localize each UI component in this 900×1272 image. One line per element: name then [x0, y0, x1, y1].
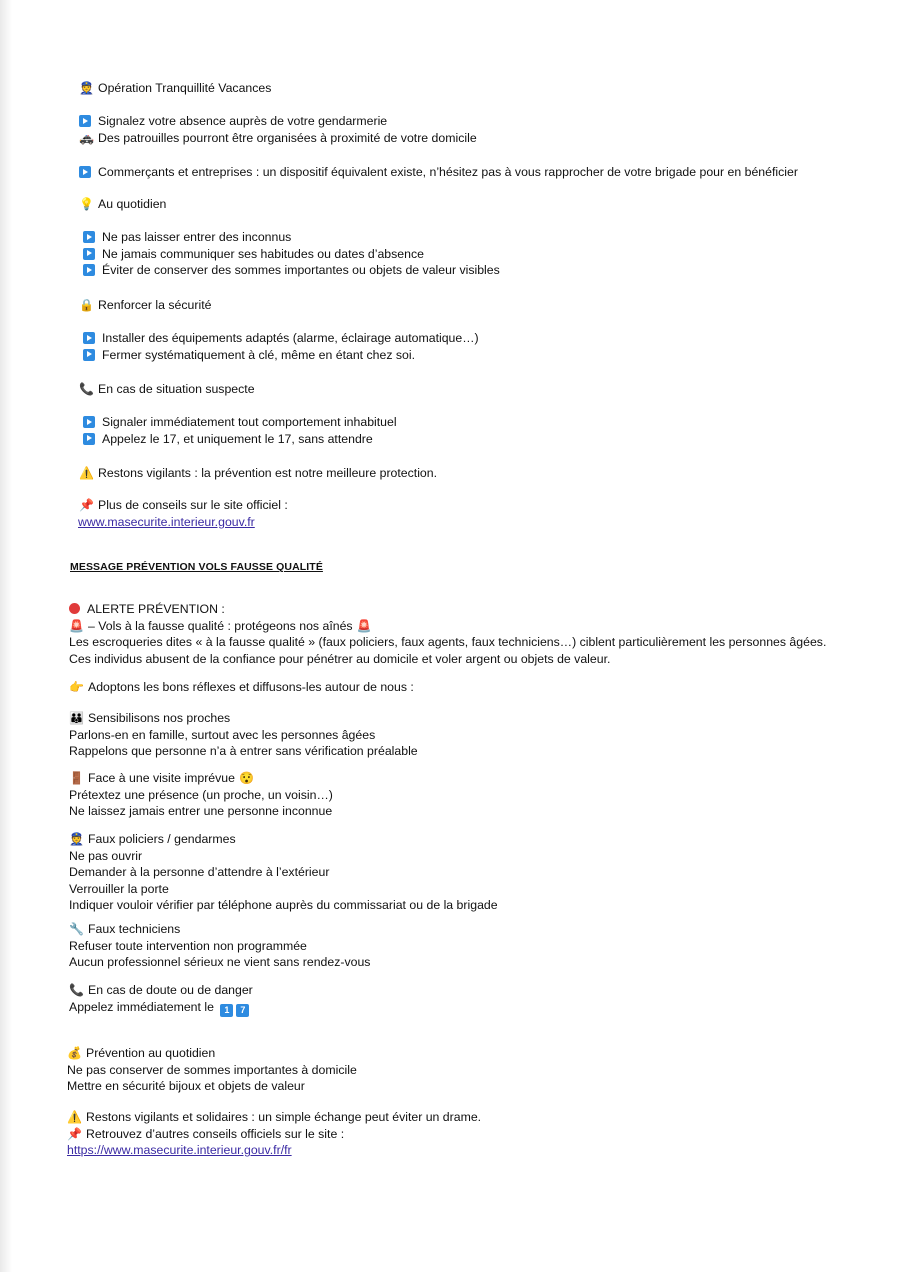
- lock-icon: 🔒: [79, 298, 94, 312]
- play-icon: [83, 248, 95, 260]
- list-item: Ne pas ouvrir: [69, 848, 143, 863]
- door-icon: 🚪: [69, 771, 84, 785]
- surprised-face-icon: 😯: [238, 771, 254, 785]
- policiers-block: 👮 Faux policiers / gendarmes Ne pas ouvrir Demander à la personne d’attendre à l’extérieur Verrouiller la porte Indiquer vouloir vérifier par téléphone auprès du commissariat ou de la brigade: [0, 831, 880, 914]
- keycap-1-icon: 1: [220, 1004, 233, 1017]
- list-item: Mettre en sécurité bijoux et objets de valeur: [67, 1079, 305, 1094]
- official-site-link[interactable]: www.masecurite.interieur.gouv.fr: [78, 514, 255, 529]
- police-officer-icon: 👮: [69, 832, 84, 846]
- family-icon: 👪: [69, 711, 84, 725]
- official-site-link-fr[interactable]: https://www.masecurite.interieur.gouv.fr/fr: [67, 1143, 292, 1158]
- alarm-light-icon: 🚨: [69, 618, 84, 633]
- list-item: Ne pas laisser entrer des inconnus: [0, 229, 880, 246]
- section-heading: MESSAGE PRÉVENTION VOLS FAUSSE QUALITÉ: [70, 561, 323, 573]
- conseils-block: 📌 Plus de conseils sur le site officiel : www.masecurite.interieur.gouv.fr: [78, 498, 288, 529]
- play-icon: [83, 264, 95, 276]
- red-circle-icon: [69, 603, 80, 614]
- list-item: Rappelons que personne n’a à entrer sans vérification préalable: [69, 744, 418, 759]
- securite-title: 🔒 Renforcer la sécurité: [79, 298, 212, 312]
- final-block: ⚠️ Restons vigilants et solidaires : un simple échange peut éviter un drame. 📌 Retrouvez d’autres conseils officiels sur le site : https://www.masecurite.interieur.gouv.fr/fr: [67, 1110, 482, 1158]
- play-icon: [79, 115, 91, 127]
- money-bag-icon: 💰: [67, 1046, 82, 1060]
- list-item: Refuser toute intervention non programmée: [69, 938, 307, 953]
- wrench-icon: 🔧: [69, 922, 84, 936]
- alarm-light-icon: 🚨: [356, 618, 372, 633]
- list-item: Ne pas conserver de sommes importantes à domicile: [67, 1062, 357, 1077]
- pointing-hand-icon: 👉: [69, 680, 84, 694]
- list-item: Installer des équipements adaptés (alarme, éclairage automatique…): [0, 330, 880, 347]
- list-item: Demander à la personne d’attendre à l’extérieur: [69, 865, 330, 880]
- list-item: Signalez votre absence auprès de votre gendarmerie: [0, 113, 880, 130]
- suspecte-title: 📞 En cas de situation suspecte: [79, 382, 255, 396]
- pushpin-icon: 📌: [79, 498, 94, 512]
- list-item: Indiquer vouloir vérifier par téléphone auprès du commissariat ou de la brigade: [69, 898, 498, 913]
- techniciens-block: 🔧 Faux techniciens Refuser toute intervention non programmée Aucun professionnel sérieux ne vient sans rendez-vous: [0, 921, 880, 971]
- quotidien-list: [0, 229, 880, 279]
- pushpin-icon: 📌: [67, 1126, 82, 1141]
- phone-icon: 📞: [79, 382, 94, 396]
- list-item: 🚓 Des patrouilles pourront être organisées à proximité de votre domicile: [79, 130, 477, 145]
- visite-block: 🚪 Face à une visite imprévue 😯 Prétextez une présence (un proche, un voisin…) Ne laissez jamais entrer une personne inconnue: [0, 770, 880, 820]
- list-item: Ne laissez jamais entrer une personne inconnue: [69, 804, 333, 819]
- alerte-block: ALERTE PRÉVENTION : 🚨 – Vols à la fausse qualité : protégeons nos aînés 🚨 Les escroqueries dites « à la fausse qualité » (faux policiers, faux agents, faux techniciens…) ciblent particulièrement les personnes âgées. Ces individus abusent de la confiance pour pénétrer au domicile et voler argent ou objets de valeur.: [69, 602, 827, 666]
- play-icon: [83, 231, 95, 243]
- list-item: Verrouiller la porte: [69, 881, 169, 896]
- phone-icon: 📞: [69, 983, 84, 997]
- adoptons-line: 👉 Adoptons les bons réflexes et diffusons-les autour de nous :: [69, 680, 414, 694]
- suspecte-list: [0, 414, 880, 447]
- doute-block: 📞 En cas de doute ou de danger Appelez immédiatement le 1 7: [69, 983, 253, 1015]
- warning-icon: ⚠️: [79, 466, 94, 480]
- list-item: Appelez le 17, et uniquement le 17, sans attendre: [0, 431, 880, 448]
- list-item: Ne jamais communiquer ses habitudes ou dates d’absence: [0, 246, 880, 263]
- otv-items: [0, 113, 880, 146]
- play-icon: [79, 166, 91, 178]
- play-icon: [83, 433, 95, 445]
- otv-title: 👮 Opération Tranquillité Vacances: [79, 81, 272, 95]
- police-car-icon: 🚓: [79, 130, 94, 145]
- play-icon: [83, 349, 95, 361]
- play-icon: [83, 332, 95, 344]
- securite-list: [0, 330, 880, 363]
- list-item: Parlons-en en famille, surtout avec les personnes âgées: [69, 727, 376, 742]
- vigilants-line: ⚠️ Restons vigilants : la prévention est notre meilleure protection.: [79, 466, 438, 480]
- list-item: Éviter de conserver des sommes importantes ou objets de valeur visibles: [0, 262, 880, 279]
- commercants-item: Commerçants et entreprises : un dispositif équivalent existe, n’hésitez pas à vous rapprocher de votre brigade pour en bénéficier: [0, 164, 880, 181]
- quotidien-title: 💡 Au quotidien: [79, 197, 167, 211]
- sensibilisons-block: 👪 Sensibilisons nos proches Parlons-en en famille, surtout avec les personnes âgées Rappelons que personne n’a à entrer sans vérification préalable: [0, 710, 880, 760]
- lightbulb-icon: 💡: [79, 197, 94, 211]
- list-item: Prétextez une présence (un proche, un voisin…): [69, 787, 333, 802]
- keycap-7-icon: 7: [236, 1004, 249, 1017]
- play-icon: [83, 416, 95, 428]
- police-officer-icon: 👮: [79, 81, 94, 95]
- warning-icon: ⚠️: [67, 1110, 82, 1124]
- list-item: Fermer systématiquement à clé, même en étant chez soi.: [0, 347, 880, 364]
- list-item: Aucun professionnel sérieux ne vient sans rendez-vous: [69, 955, 371, 970]
- list-item: Signaler immédiatement tout comportement inhabituel: [0, 414, 880, 431]
- prevention-block: 💰 Prévention au quotidien Ne pas conserver de sommes importantes à domicile Mettre en sécurité bijoux et objets de valeur: [0, 1045, 880, 1095]
